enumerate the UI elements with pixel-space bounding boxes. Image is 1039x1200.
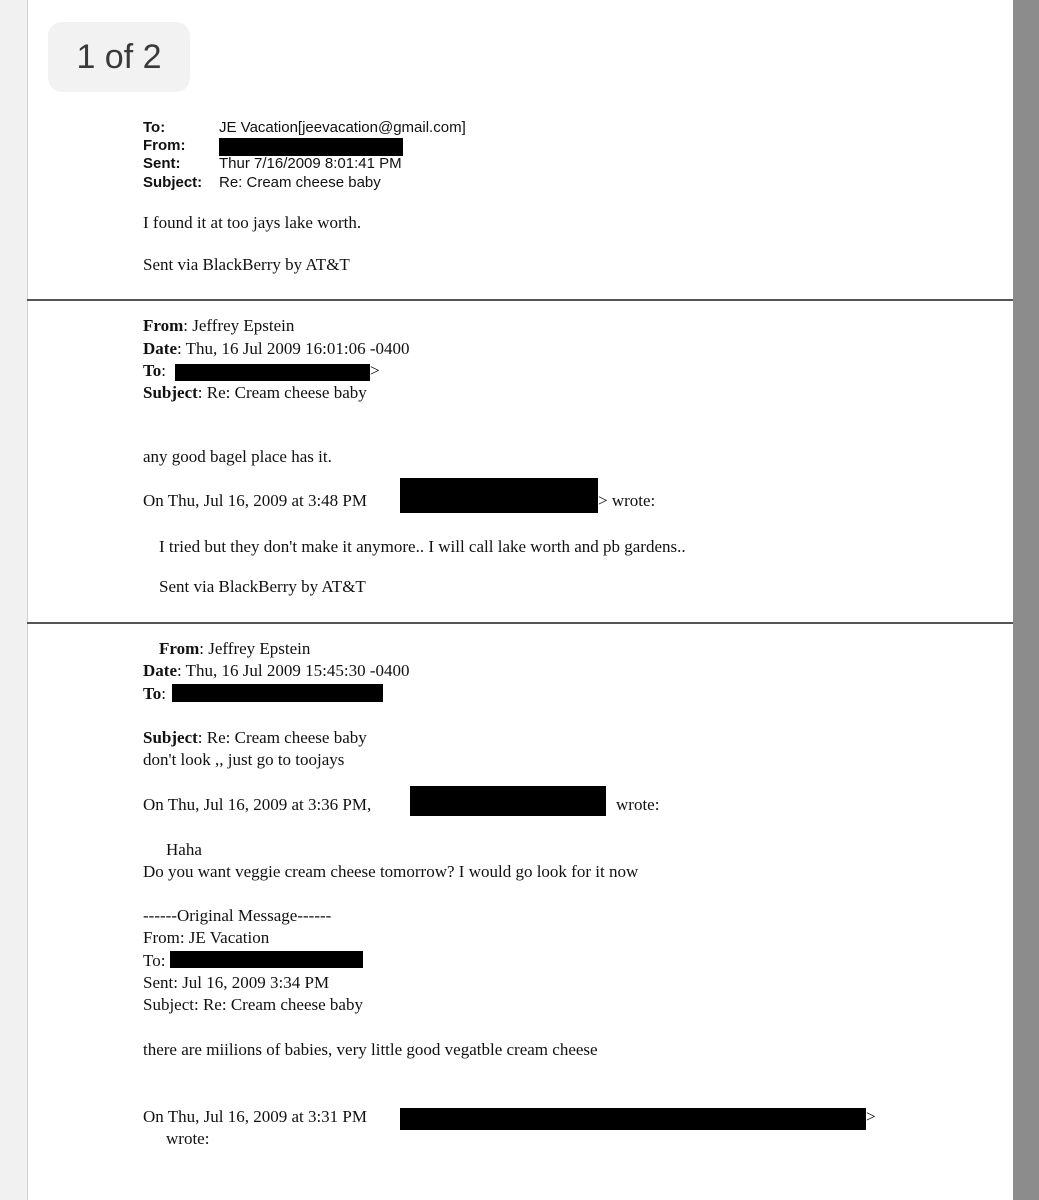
orig-subject: Subject: Re: Cream cheese baby [143, 995, 363, 1014]
email3-date-line: Date: Thu, 16 Jul 2009 15:45:30 -0400 [143, 661, 410, 680]
last-quote-wrote: wrote: [166, 1129, 210, 1148]
email2-quoted-signature: Sent via BlackBerry by AT&T [159, 577, 366, 596]
email3-quoted-line2: Do you want veggie cream cheese tomorrow? I would go look for it now [143, 862, 639, 881]
redaction-box [170, 951, 363, 968]
email3-from-line: From: Jeffrey Epstein [159, 639, 311, 658]
email-divider [27, 299, 1013, 301]
email2-quote-header: On Thu, Jul 16, 2009 at 3:48 PM [143, 491, 368, 510]
redaction-box [400, 478, 598, 513]
email1-sent-label: Sent: [143, 155, 181, 172]
email2-quoted-body: I tried but they don't make it anymore.. I will call lake worth and pb gardens.. [159, 537, 686, 556]
redaction-box [175, 364, 370, 381]
email3-subject-line: Subject: Re: Cream cheese baby [143, 728, 367, 747]
right-scroll-margin [1013, 0, 1039, 1200]
orig-body: there are miilions of babies, very little good vegatble cream cheese [143, 1040, 598, 1059]
email1-from-label: From: [143, 137, 186, 154]
email1-signature: Sent via BlackBerry by AT&T [143, 255, 350, 274]
original-message-marker: ------Original Message------ [143, 906, 332, 925]
email1-subject-label: Subject: [143, 174, 203, 191]
email1-subject-value: Re: Cream cheese baby [219, 174, 381, 191]
email2-body: any good bagel place has it. [143, 447, 332, 466]
redaction-box [400, 1108, 866, 1130]
email3-quote-wrote: wrote: [616, 795, 660, 814]
email-divider [27, 622, 1013, 624]
email1-to-value: JE Vacation[jeevacation@gmail.com] [219, 119, 466, 136]
redaction-box [172, 684, 383, 702]
email1-body: I found it at too jays lake worth. [143, 213, 362, 232]
page-indicator: 1 of 2 [48, 22, 190, 92]
last-quote-header: On Thu, Jul 16, 2009 at 3:31 PM [143, 1107, 368, 1126]
orig-to: To: [143, 951, 166, 970]
redaction-box [219, 138, 403, 156]
email2-subject-line: Subject: Re: Cream cheese baby [143, 383, 367, 402]
email2-from-line: From: Jeffrey Epstein [143, 316, 295, 335]
orig-sent: Sent: Jul 16, 2009 3:34 PM [143, 973, 330, 992]
email2-quote-wrote: > wrote: [598, 491, 656, 510]
email3-quote-header: On Thu, Jul 16, 2009 at 3:36 PM, [143, 795, 372, 814]
redaction-box [410, 786, 606, 816]
email2-to-line: To: [143, 361, 167, 380]
email1-to-label: To: [143, 119, 166, 136]
email2-to-suffix: > [370, 361, 380, 380]
email3-body: don't look ,, just go to toojays [143, 750, 345, 769]
orig-from: From: JE Vacation [143, 928, 270, 947]
left-margin [0, 0, 27, 1200]
email3-quoted-line1: Haha [166, 840, 202, 859]
email3-to-line: To: [143, 684, 167, 703]
last-quote-suffix: > [866, 1107, 876, 1126]
email1-sent-value: Thur 7/16/2009 8:01:41 PM [219, 155, 402, 172]
email2-date-line: Date: Thu, 16 Jul 2009 16:01:06 -0400 [143, 339, 410, 358]
